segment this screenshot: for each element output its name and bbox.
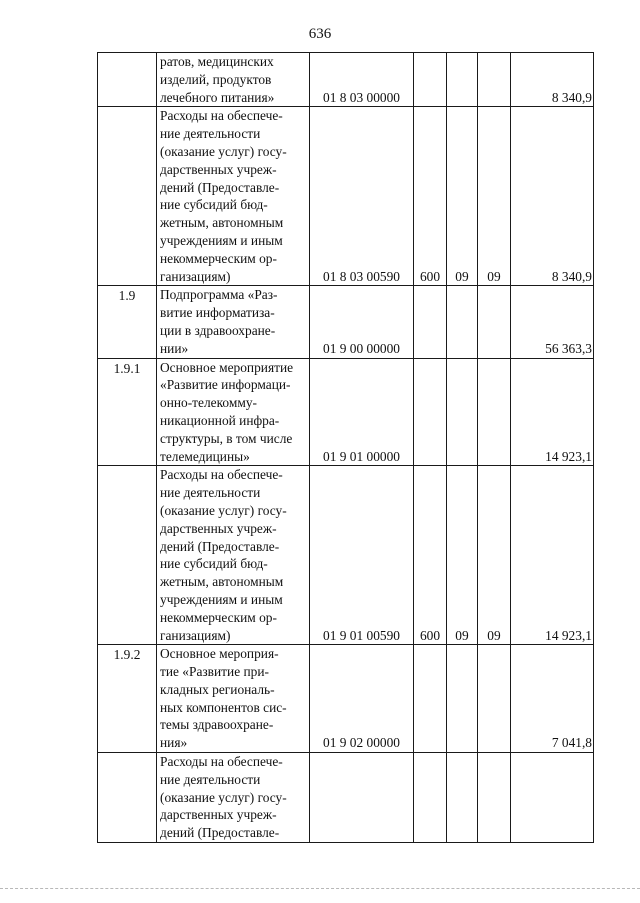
row-pr-cell: 09 — [478, 107, 511, 286]
row-rz-cell — [447, 358, 478, 466]
row-pr-cell: 09 — [478, 466, 511, 645]
row-vr-cell — [414, 753, 447, 843]
table-row — [98, 358, 594, 466]
row-number-cell: 1.9.1 — [98, 358, 157, 466]
row-pr-cell — [478, 645, 511, 753]
row-name-cell: Расходы на обеспече- ние деятельности (оказание услуг) госу- дарственных учреж- дений (Предоставле- ние субсидий бюд- жетным, автономным учреждениям и иным некоммерческим ор- ганизациям) — [157, 466, 310, 645]
row-vr-cell: 600 — [414, 107, 447, 286]
budget-table — [97, 52, 594, 843]
row-pr-cell — [478, 286, 511, 358]
row-amount-cell: 8 340,9 — [511, 53, 594, 107]
row-rz-cell — [447, 53, 478, 107]
row-number-cell — [98, 107, 157, 286]
row-name-cell: ратов, медицинских изделий, продуктов лечебного питания» — [157, 53, 310, 107]
row-name-cell: Основное мероприя- тие «Развитие при- кладных региональ- ных компонентов сис- темы здравоохране- ния» — [157, 645, 310, 753]
row-code-cell: 01 8 03 00000 — [310, 53, 414, 107]
row-number-cell — [98, 753, 157, 843]
row-name-cell: Расходы на обеспече- ние деятельности (оказание услуг) госу- дарственных учреж- дений (Предоставле- ние субсидий бюд- жетным, автономным учреждениям и иным некоммерческим ор- ганизациям) — [157, 107, 310, 286]
row-rz-cell — [447, 286, 478, 358]
row-vr-cell — [414, 358, 447, 466]
row-rz-cell — [447, 645, 478, 753]
row-code-cell: 01 9 01 00000 — [310, 358, 414, 466]
row-vr-cell — [414, 286, 447, 358]
row-name-cell: Основное мероприятие «Развитие информаци- онно-телекомму- никационной инфра- структуры, в том числе телемедицины» — [157, 358, 310, 466]
row-amount-cell: 56 363,3 — [511, 286, 594, 358]
row-pr-cell — [478, 358, 511, 466]
row-rz-cell: 09 — [447, 466, 478, 645]
row-amount-cell: 14 923,1 — [511, 358, 594, 466]
row-amount-cell — [511, 753, 594, 843]
table-row — [98, 107, 594, 286]
row-vr-cell: 600 — [414, 466, 447, 645]
row-code-cell: 01 8 03 00590 — [310, 107, 414, 286]
row-code-cell: 01 9 00 00000 — [310, 286, 414, 358]
table-row — [98, 286, 594, 358]
row-amount-cell: 7 041,8 — [511, 645, 594, 753]
row-number-cell: 1.9.2 — [98, 645, 157, 753]
row-code-cell: 01 9 01 00590 — [310, 466, 414, 645]
row-number-cell: 1.9 — [98, 286, 157, 358]
row-pr-cell — [478, 753, 511, 843]
row-amount-cell: 14 923,1 — [511, 466, 594, 645]
row-vr-cell — [414, 53, 447, 107]
row-amount-cell: 8 340,9 — [511, 107, 594, 286]
table-row — [98, 53, 594, 107]
row-rz-cell: 09 — [447, 107, 478, 286]
page-number: 636 — [308, 26, 332, 42]
row-rz-cell — [447, 753, 478, 843]
row-number-cell — [98, 466, 157, 645]
row-number-cell — [98, 53, 157, 107]
row-name-cell: Расходы на обеспече- ние деятельности (оказание услуг) госу- дарственных учреж- дений (Предоставле- — [157, 753, 310, 843]
table-row — [98, 645, 594, 753]
row-code-cell: 01 9 02 00000 — [310, 645, 414, 753]
row-pr-cell — [478, 53, 511, 107]
row-name-cell: Подпрограмма «Раз- витие информатиза- ции в здравоохране- нии» — [157, 286, 310, 358]
table-row — [98, 753, 594, 843]
table-row — [98, 466, 594, 645]
scan-edge-line — [0, 888, 640, 889]
row-code-cell — [310, 753, 414, 843]
row-vr-cell — [414, 645, 447, 753]
